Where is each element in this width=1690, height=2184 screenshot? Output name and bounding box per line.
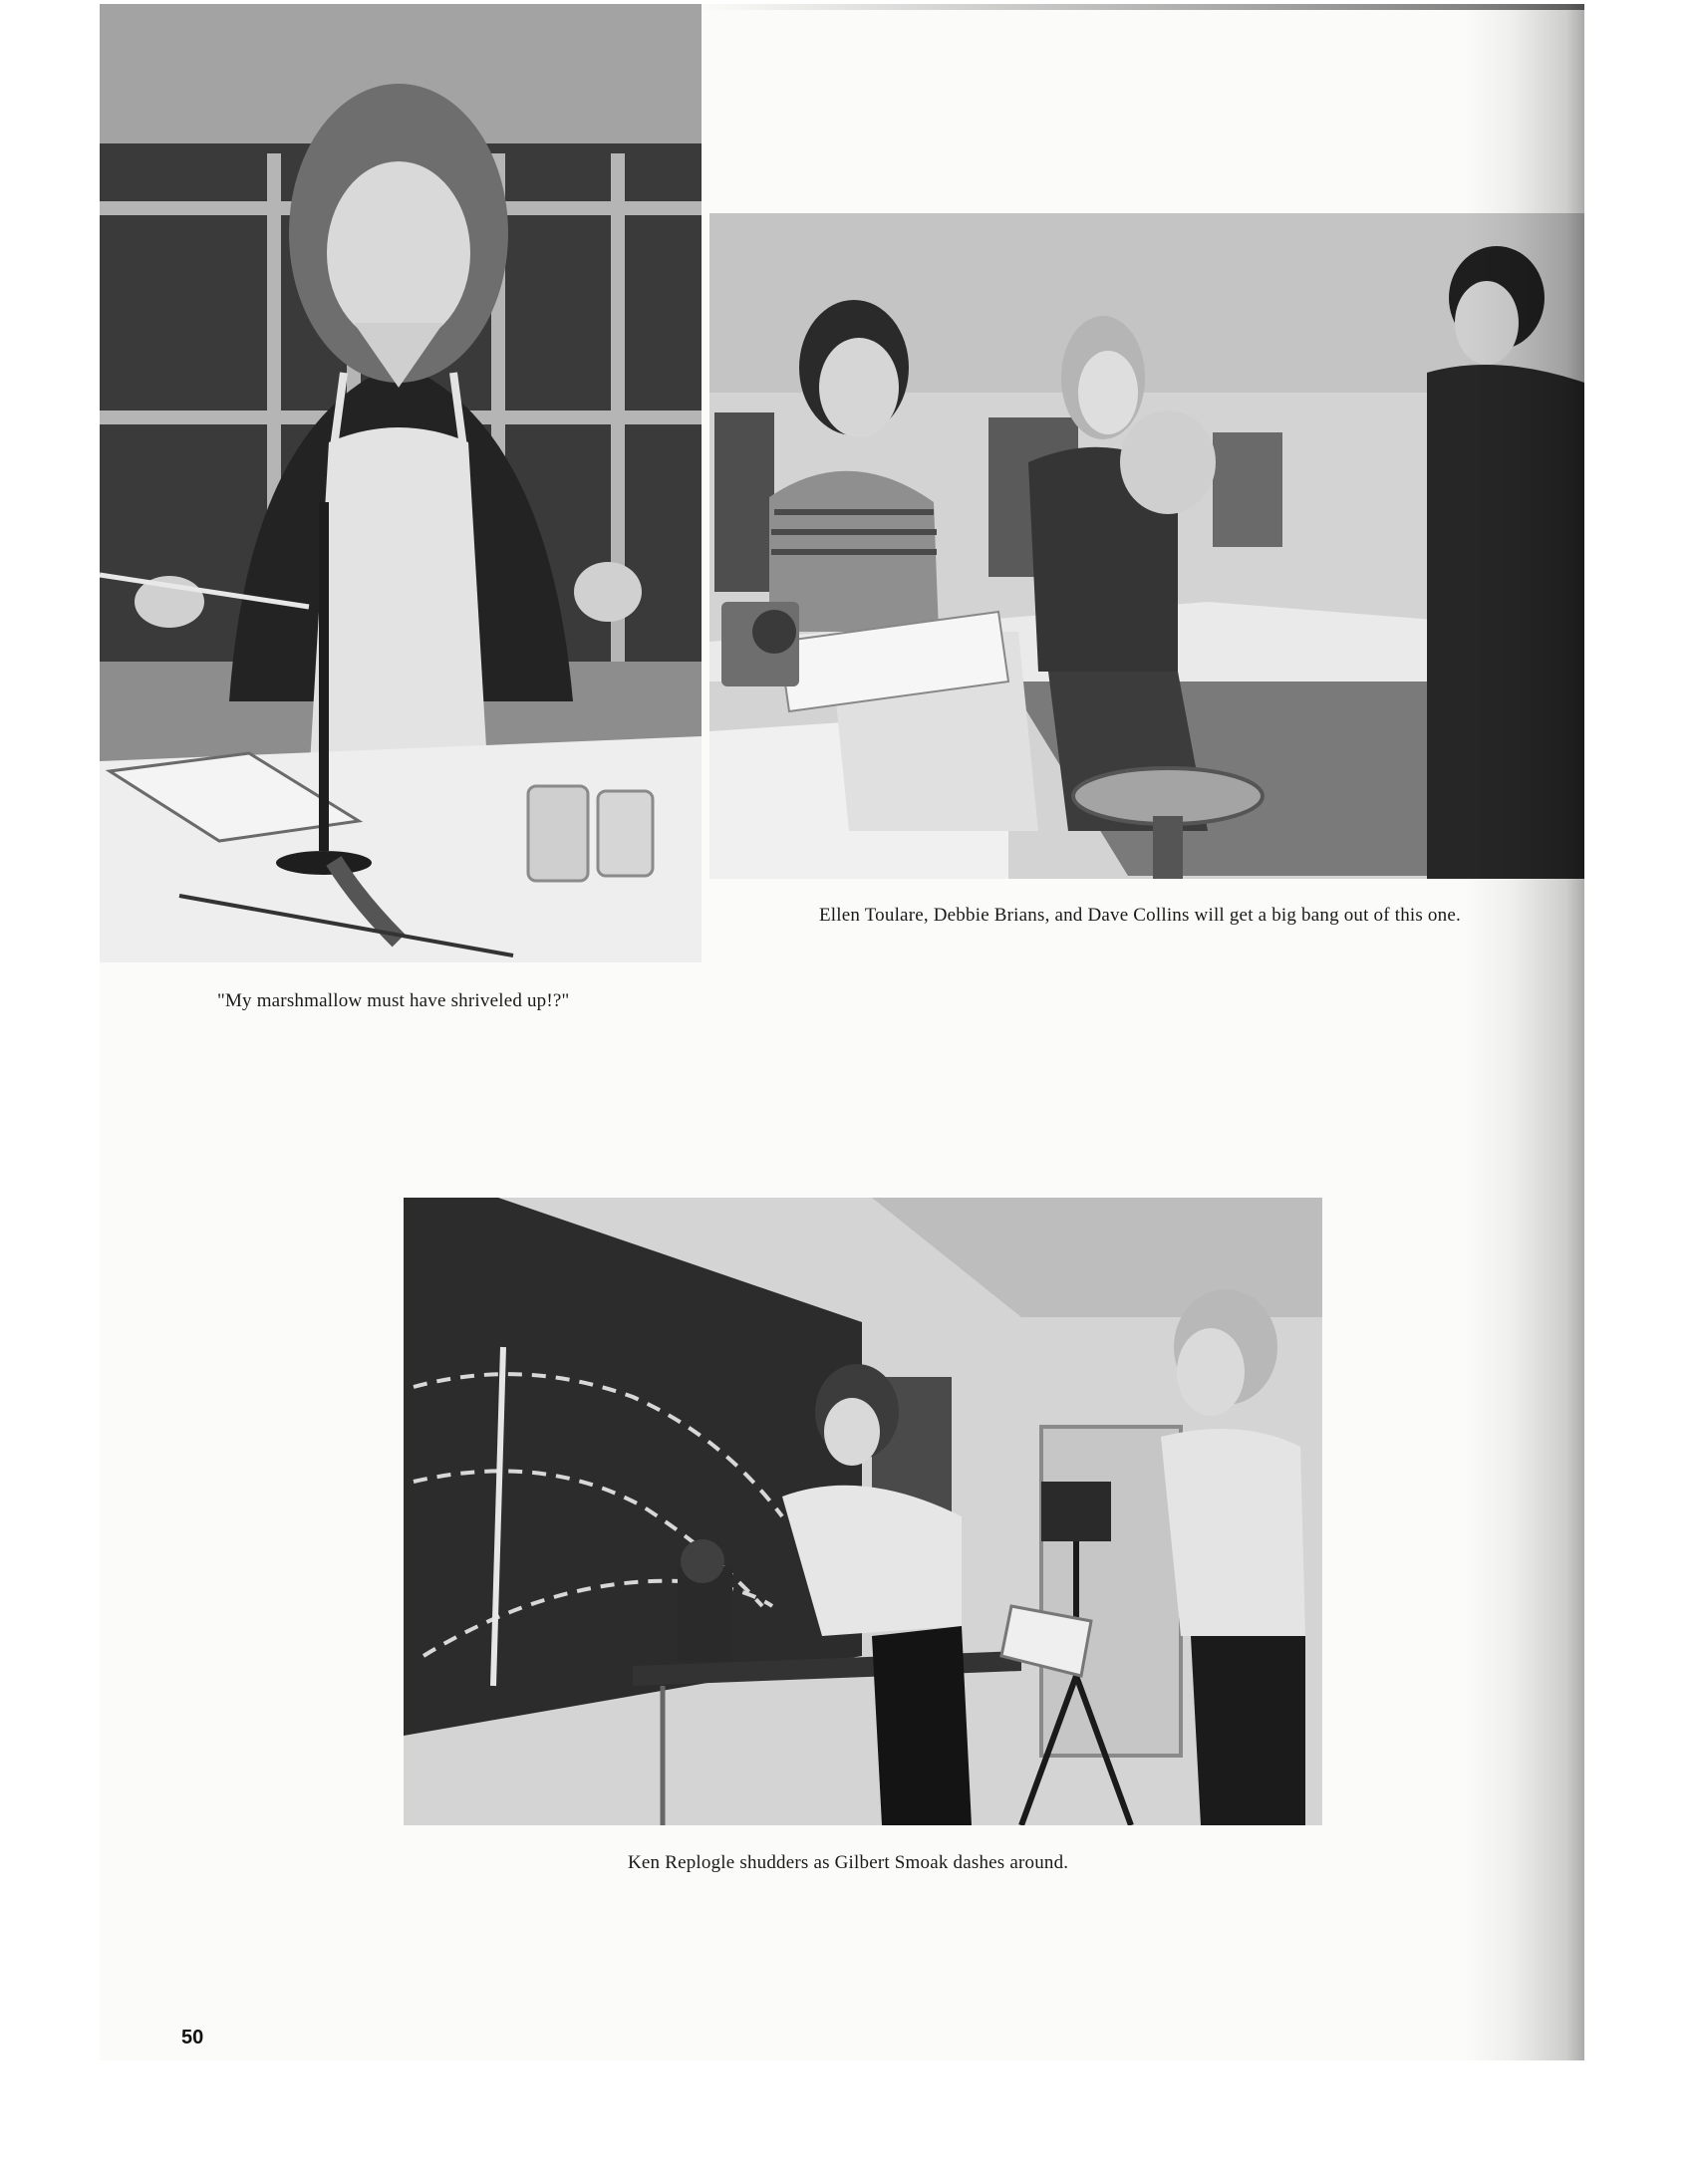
photo-marshmallow-lab	[100, 4, 702, 962]
photo-blackboard-camera	[404, 1198, 1322, 1825]
page-top-edge	[698, 4, 1584, 10]
page-gutter-shadow	[1465, 4, 1584, 2060]
caption-photo-2: Ellen Toulare, Debbie Brians, and Dave Collins will get a big bang out of this one.	[819, 905, 1461, 926]
caption-photo-1: "My marshmallow must have shriveled up!?"	[217, 990, 570, 1011]
page-number: 50	[181, 2027, 204, 2048]
caption-photo-3: Ken Replogle shudders as Gilbert Smoak dashes around.	[628, 1852, 1069, 1873]
photo-lab-bench-students	[709, 213, 1584, 879]
yearbook-page	[100, 4, 1584, 2060]
